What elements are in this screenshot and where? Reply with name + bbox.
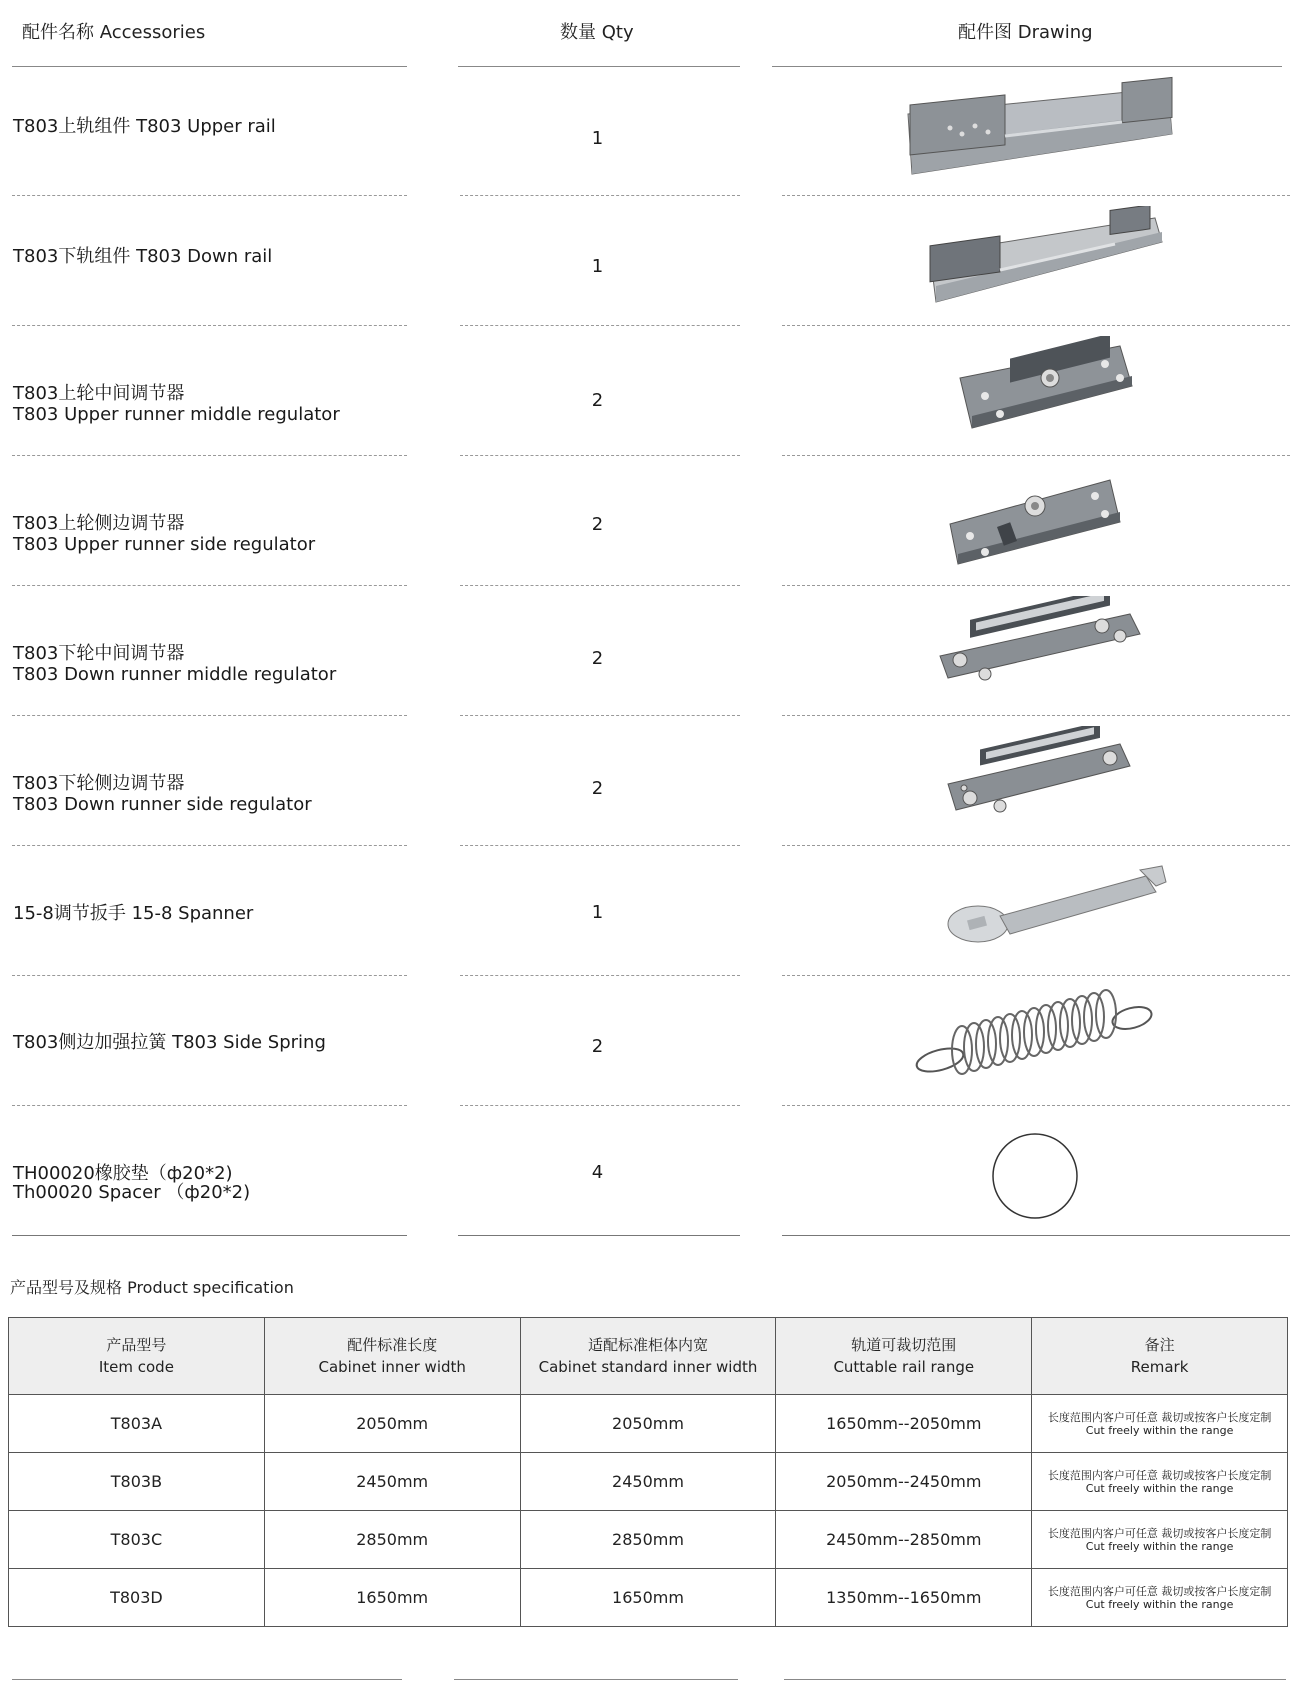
- width: 1650mm: [520, 1569, 776, 1627]
- footer-divider: [784, 1679, 1286, 1680]
- accessory-row: [0, 66, 1300, 196]
- accessory-qty: 2: [591, 648, 604, 669]
- accessory-row: [0, 716, 1300, 846]
- length: 2050mm: [264, 1395, 520, 1453]
- accessory-row: [0, 456, 1300, 586]
- accessory-qty: 2: [591, 390, 604, 411]
- width: 2850mm: [520, 1511, 776, 1569]
- item-code: T803B: [9, 1453, 265, 1511]
- header-qty: 数量 Qty: [560, 22, 634, 43]
- accessory-qty: 2: [591, 1036, 604, 1057]
- upper-side-regulator-icon: [900, 466, 1180, 576]
- accessory-row: [0, 326, 1300, 456]
- accessory-name: T803上轮侧边调节器 T803 Upper runner side regulator: [13, 513, 316, 555]
- upper-middle-regulator-icon: [900, 336, 1180, 446]
- accessory-qty: 1: [591, 902, 604, 923]
- accessory-name: T803下轮中间调节器 T803 Down runner middle regulator: [13, 643, 337, 685]
- range: 1350mm--1650mm: [776, 1569, 1032, 1627]
- width: 2050mm: [520, 1395, 776, 1453]
- length: 2450mm: [264, 1453, 520, 1511]
- remark: 长度范围内客户可任意 裁切或按客户长度定制 Cut freely within the range: [1032, 1453, 1288, 1511]
- down-middle-regulator-icon: [900, 596, 1180, 706]
- range: 1650mm--2050mm: [776, 1395, 1032, 1453]
- spec-table: [8, 1317, 1288, 1627]
- accessory-row: [0, 976, 1300, 1106]
- item-code: T803A: [9, 1395, 265, 1453]
- range: 2050mm--2450mm: [776, 1453, 1032, 1511]
- spec-header-row: [9, 1318, 1288, 1395]
- remark: 长度范围内客户可任意 裁切或按客户长度定制 Cut freely within the range: [1032, 1395, 1288, 1453]
- accessory-name: T803上轮中间调节器 T803 Upper runner middle regulator: [13, 383, 340, 425]
- accessory-qty: 2: [591, 514, 604, 535]
- accessory-name: 15-8调节扳手 15-8 Spanner: [13, 903, 254, 924]
- accessory-row: [0, 196, 1300, 326]
- down-side-regulator-icon: [900, 726, 1180, 836]
- accessory-name: T803上轨组件 T803 Upper rail: [13, 116, 276, 137]
- spanner-icon: [900, 856, 1180, 966]
- accessory-qty: 2: [591, 778, 604, 799]
- footer-divider: [12, 1679, 402, 1680]
- length: 2850mm: [264, 1511, 520, 1569]
- down-rail-icon: [900, 206, 1180, 316]
- accessory-name: T803下轨组件 T803 Down rail: [13, 246, 273, 267]
- accessory-row: [0, 846, 1300, 976]
- row-divider: [458, 1235, 740, 1236]
- accessory-name: TH00020橡胶垫（ф20*2) Th00020 Spacer （ф20*2): [13, 1163, 251, 1203]
- table-row: [9, 1395, 1288, 1453]
- col-width: 适配标准柜体内宽 Cabinet standard inner width: [520, 1318, 776, 1395]
- range: 2450mm--2850mm: [776, 1511, 1032, 1569]
- row-divider: [782, 1235, 1290, 1236]
- remark: 长度范围内客户可任意 裁切或按客户长度定制 Cut freely within the range: [1032, 1511, 1288, 1569]
- accessory-name: T803侧边加强拉簧 T803 Side Spring: [13, 1032, 326, 1053]
- length: 1650mm: [264, 1569, 520, 1627]
- col-remark: 备注 Remark: [1032, 1318, 1288, 1395]
- table-row: [9, 1453, 1288, 1511]
- accessory-row: [0, 1106, 1300, 1236]
- table-row: [9, 1511, 1288, 1569]
- accessory-qty: 1: [591, 128, 604, 149]
- col-range: 轨道可裁切范围 Cuttable rail range: [776, 1318, 1032, 1395]
- accessory-name: T803下轮侧边调节器 T803 Down runner side regulator: [13, 773, 312, 815]
- item-code: T803C: [9, 1511, 265, 1569]
- width: 2450mm: [520, 1453, 776, 1511]
- accessory-row: [0, 586, 1300, 716]
- footer-divider: [454, 1679, 738, 1680]
- table-row: [9, 1569, 1288, 1627]
- col-length: 配件标准长度 Cabinet inner width: [264, 1318, 520, 1395]
- header-accessories: 配件名称 Accessories: [22, 22, 206, 43]
- accessory-qty: 4: [591, 1162, 604, 1183]
- row-divider: [12, 1235, 407, 1236]
- remark: 长度范围内客户可任意 裁切或按客户长度定制 Cut freely within the range: [1032, 1569, 1288, 1627]
- spring-icon: [900, 986, 1180, 1096]
- upper-rail-icon: [900, 76, 1180, 186]
- spacer-ring-icon: [900, 1116, 1180, 1226]
- col-item-code: 产品型号 Item code: [9, 1318, 265, 1395]
- item-code: T803D: [9, 1569, 265, 1627]
- header-drawing: 配件图 Drawing: [958, 22, 1093, 43]
- accessory-qty: 1: [591, 256, 604, 277]
- spec-title: 产品型号及规格 Product specification: [10, 1278, 294, 1297]
